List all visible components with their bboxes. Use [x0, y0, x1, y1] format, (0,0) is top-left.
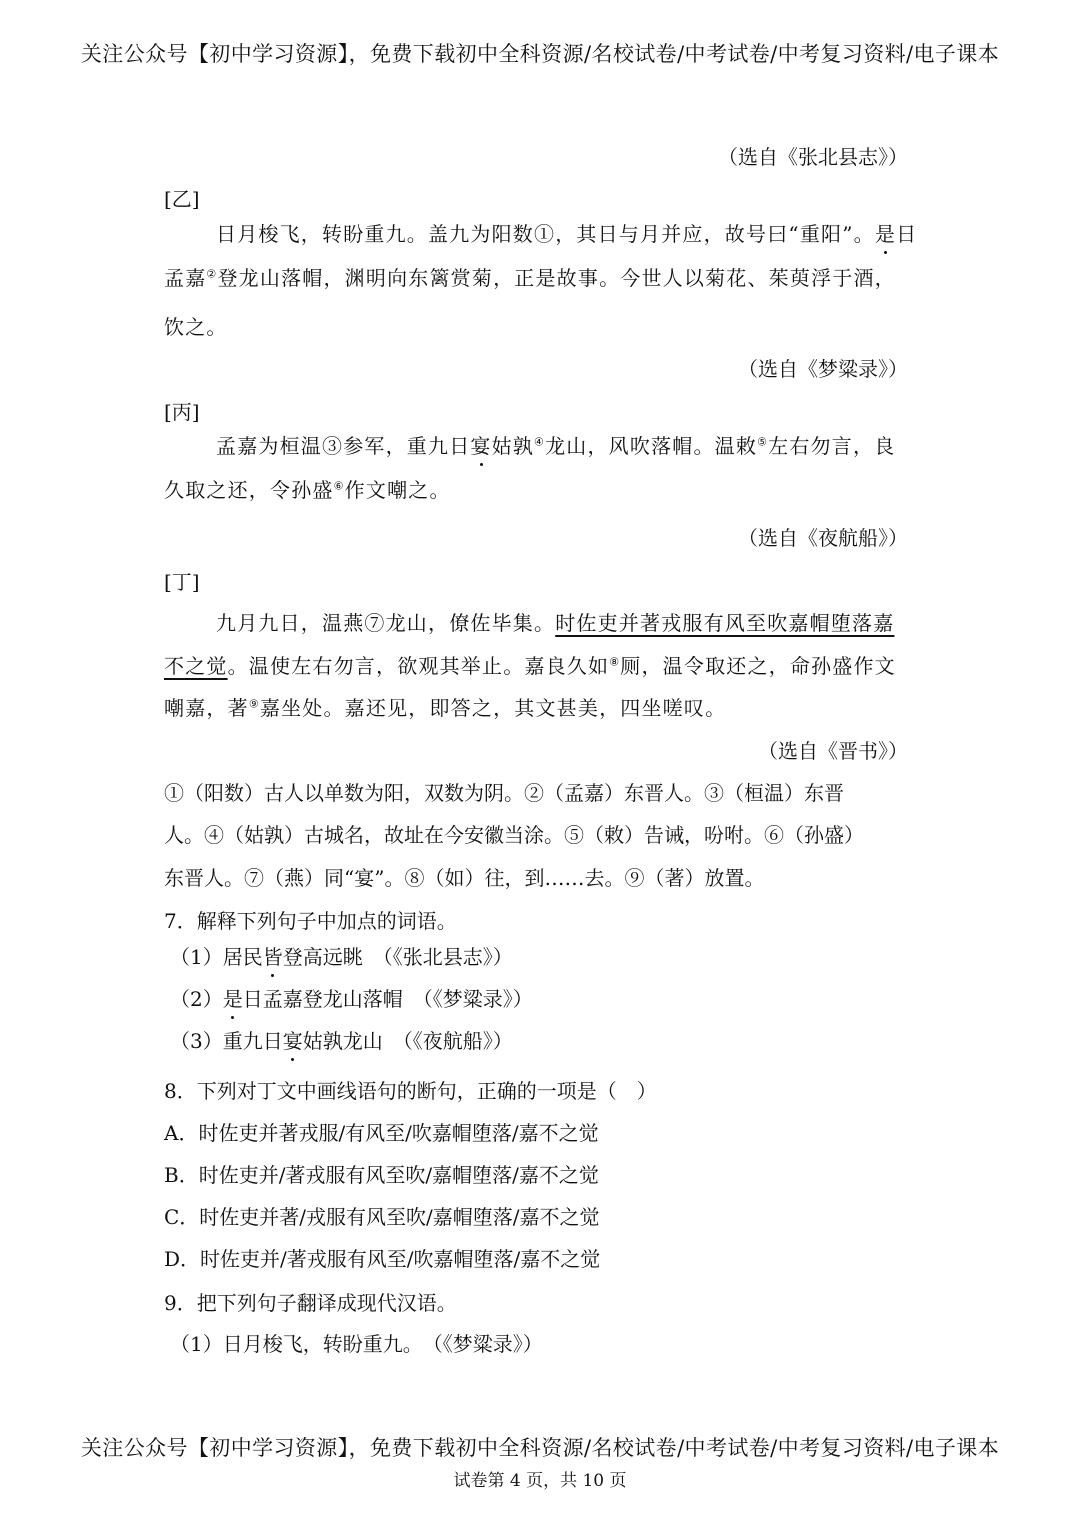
notes-line-3: 东晋人。⑦（燕）同“宴”。⑧（如）往，到……去。⑨（著）放置。 — [164, 866, 765, 890]
q8-option-c: C．时佐吏并著/戎服有风至吹/嘉帽堕落/嘉不之觉 — [164, 1205, 600, 1229]
bing-line-1: 孟嘉为桓温③参军，重九日宴姑孰④龙山，风吹落帽。温敕⑤左右勿言，良 — [216, 430, 895, 459]
q8-option-b: B．时佐吏并/著戎服有风至吹/嘉帽堕落/嘉不之觉 — [164, 1163, 599, 1187]
q8-stem: 8．下列对丁文中画线语句的断句，正确的一项是（ ） — [164, 1079, 657, 1103]
footer-banner: 关注公众号【初中学习资源】，免费下载初中全科资源/名校试卷/中考试卷/中考复习资料/电子课本 — [80, 1436, 1000, 1460]
emphasis-dot-yan: 宴 — [470, 430, 491, 459]
yi-source: （选自《梦粱录》） — [738, 357, 908, 381]
q9-stem: 9．把下列句子翻译成现代汉语。 — [164, 1291, 457, 1315]
emphasis-dot-yan-2: 宴 — [283, 1025, 303, 1054]
q7-item-1: （1）居民皆登高远眺 （《张北县志》） — [170, 941, 513, 970]
underlined-sentence-end: 不之觉 — [164, 654, 228, 678]
notes-line-2: 人。④（姑孰）古城名，故址在今安徽当涂。⑤（敕）告诫，吩咐。⑥（孙盛） — [164, 823, 864, 847]
bing-label: [丙] — [164, 400, 200, 424]
q8-option-d: D．时佐吏并/著戎服有风至/吹嘉帽堕落/嘉不之觉 — [164, 1247, 601, 1271]
q7-stem: 7．解释下列句子中加点的词语。 — [164, 909, 457, 933]
bing-source: （选自《夜航船》） — [738, 526, 908, 550]
emphasis-dot-shi-2: 是 — [223, 983, 243, 1012]
ding-label: [丁] — [164, 570, 200, 594]
header-banner: 关注公众号【初中学习资源】，免费下载初中全科资源/名校试卷/中考试卷/中考复习资料/电子课本 — [80, 42, 1000, 66]
underlined-sentence: 时佐吏并著戎服有风至吹嘉帽堕落嘉 — [555, 611, 895, 635]
yi-label: [乙] — [164, 187, 200, 211]
q7-item-2: （2）是日孟嘉登龙山落帽 （《梦粱录》） — [170, 983, 533, 1012]
notes-line-1: ①（阳数）古人以单数为阳，双数为阴。②（孟嘉）东晋人。③（桓温）东晋 — [164, 781, 844, 805]
ding-line-1: 九月九日，温燕⑦龙山，僚佐毕集。时佐吏并著戎服有风至吹嘉帽堕落嘉 — [216, 611, 895, 635]
q9-item-1: （1）日月梭飞，转盼重九。 （《梦粱录》） — [170, 1332, 543, 1356]
yi-line-2: 孟嘉②登龙山落帽，渊明向东篱赏菊，正是故事。今世人以菊花、茱萸浮于酒， — [164, 266, 896, 290]
yi-line-3: 饮之。 — [164, 315, 228, 339]
bing-line-2: 久取之还，令孙盛⑥作文嘲之。 — [164, 478, 451, 502]
ding-line-3: 嘲嘉，著⑨嘉坐处。嘉还见，即答之，其文甚美，四坐嗟叹。 — [164, 696, 727, 720]
jia-source: （选自《张北县志》） — [718, 145, 908, 169]
emphasis-dot-jie: 皆 — [263, 941, 283, 970]
ding-line-2: 不之觉。温使左右勿言，欲观其举止。嘉良久如⑧厕，温令取还之，命孙盛作文 — [164, 654, 896, 678]
q8-option-a: A．时佐吏并著戎服/有风至/吹嘉帽堕落/嘉不之觉 — [164, 1121, 599, 1145]
page-number: 试卷第 4 页，共 10 页 — [453, 1471, 627, 1491]
yi-line-1: 日月梭飞，转盼重九。盖九为阳数①，其日与月并应，故号曰“重阳”。是日 — [216, 218, 917, 247]
ding-source: （选自《晋书》） — [758, 739, 908, 763]
q7-item-3: （3）重九日宴姑孰龙山 （《夜航船》） — [170, 1025, 513, 1054]
emphasis-dot-shi: 是 — [875, 218, 896, 247]
